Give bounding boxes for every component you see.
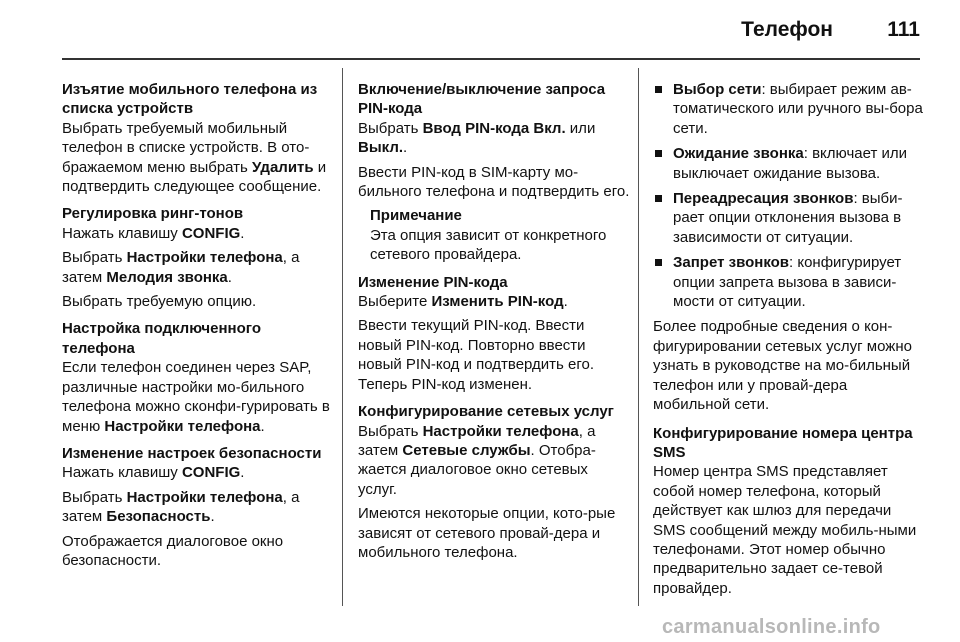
column-divider-2 (638, 68, 639, 606)
section-text: Номер центра SMS представляет собой номер телефона, который действует как шлюз для передачи SMS сообщений между мобиль-ными телефонами. Этот номер обычно предварительно задает се-тевой провайдер. (653, 463, 917, 597)
section-connected-phone (62, 319, 330, 435)
section-text: Ввести текущий PIN-код. Ввести новый PIN-код. Повторно ввести новый PIN-код и подтвердить его. Теперь PIN-код изменен. (358, 317, 595, 393)
section-text: Нажать клавишу CONFIG. (62, 464, 245, 482)
page-title: Телефон (741, 18, 833, 41)
page-header (0, 0, 960, 60)
section-remove-phone (62, 80, 330, 196)
watermark: carmanualsonline.info (662, 616, 881, 638)
column-1 (62, 80, 330, 578)
list-item: Ожидание звонка: включает или выключает ожидание вызова. (653, 144, 925, 183)
section-text: Выберите Изменить PIN-код. (358, 293, 568, 311)
section-pin-change (358, 273, 630, 394)
column-divider-1 (342, 68, 343, 606)
section-sms-center (653, 424, 925, 599)
section-pin-toggle (358, 80, 630, 265)
section-heading: Настройка подключенного телефона (62, 320, 261, 357)
list-item: Запрет звонков: конфигурирует опции запрета вызова в зависи-мости от ситуации. (653, 253, 925, 311)
list-item: Выбор сети: выбирает режим ав-томатического или ручного вы-бора сети. (653, 80, 925, 138)
network-options-list (653, 80, 925, 311)
section-text: Выбрать Ввод PIN-кода Вкл. или Выкл.. (358, 119, 596, 157)
section-text: Имеются некоторые опции, кото-рые зависят от сетевого провай-дера и мобильного телефона. (358, 505, 616, 561)
section-network-services (358, 402, 630, 562)
note-text: Эта опция зависит от конкретного сетевого провайдера. (370, 226, 607, 264)
section-text: Если телефон соединен через SAP, различные настройки мо-бильного телефона можно сконфи-гурировать в меню Настройки телефона. (62, 359, 330, 435)
column-2 (358, 80, 630, 570)
section-security (62, 444, 330, 570)
section-text: Выбрать Настройки телефона, а затем Сетевые службы. Отобра-жается диалоговое окно сетевых услуг. (358, 422, 596, 498)
section-heading: Изменение настроек безопасности (62, 444, 322, 462)
section-text: Выбрать Настройки телефона, а затем Безопасность. (62, 488, 300, 526)
section-heading: Конфигурирование номера центра SMS (653, 424, 913, 461)
section-heading: Регулировка ринг-тонов (62, 205, 244, 223)
bullet-square-icon (655, 86, 662, 93)
section-text: Выбрать Настройки телефона, а затем Мелодия звонка. (62, 249, 300, 286)
bullet-square-icon (655, 195, 662, 202)
section-heading: Конфигурирование сетевых услуг (358, 403, 614, 421)
section-heading: Включение/выключение запроса PIN-кода (358, 81, 606, 118)
section-heading: Изъятие мобильного телефона из списка устройств (62, 81, 318, 118)
section-text: Ввести PIN-код в SIM-карту мо-бильного телефона и подтвердить его. (358, 163, 630, 201)
page-number: 111 (887, 18, 920, 41)
section-text: Выбрать требуемую опцию. (62, 293, 257, 311)
bullet-square-icon (655, 259, 662, 266)
section-ringtone (62, 204, 330, 311)
list-item: Переадресация звонков: выби-рает опции отклонения вызова в зависимости от ситуации. (653, 189, 925, 247)
section-text: Нажать клавишу CONFIG. (62, 224, 245, 242)
section-text: Более подробные сведения о кон-фигурировании сетевых услуг можно узнать в руководстве на мо-бильный телефон или у провай-дера мобильной сети. (653, 318, 912, 414)
note-heading: Примечание (370, 207, 462, 225)
note-box (370, 206, 630, 264)
column-3 (653, 80, 925, 606)
bullet-square-icon (655, 150, 662, 157)
header-divider (62, 58, 920, 60)
section-heading: Изменение PIN-кода (358, 273, 508, 291)
section-text: Выбрать требуемый мобильный телефон в списке устройств. В ото-бражаемом меню выбрать Удалить и подтвердить следующее сообщение. (62, 119, 327, 196)
section-text: Отображается диалоговое окно безопасности. (62, 532, 284, 569)
